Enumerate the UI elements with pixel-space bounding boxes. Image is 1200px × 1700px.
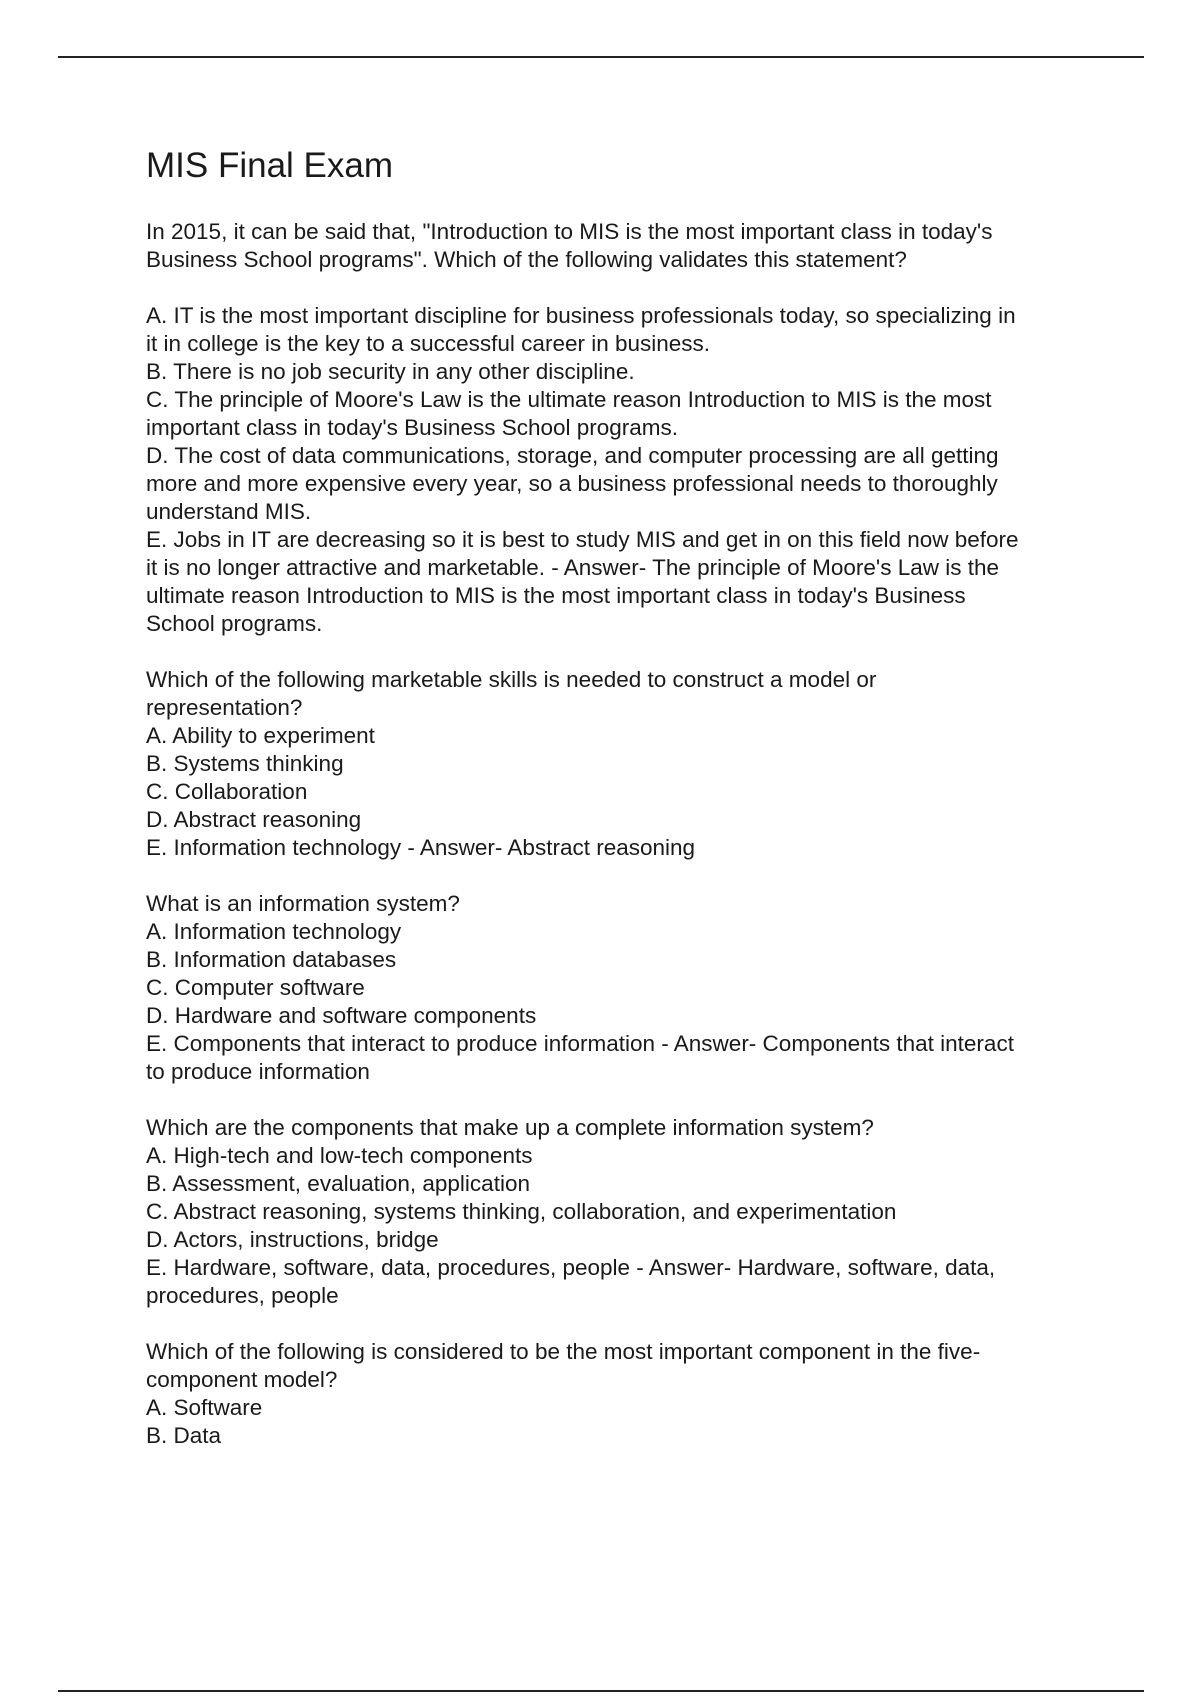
option-line: D. Abstract reasoning	[146, 807, 362, 832]
prompt-line: component model?	[146, 1367, 338, 1392]
question-2	[146, 666, 1106, 862]
question-prompt	[146, 890, 1106, 918]
option-line: A. High-tech and low-tech components	[146, 1143, 533, 1168]
option-line: C. Computer software	[146, 975, 365, 1000]
option-line: C. The principle of Moore's Law is the ultimate reason Introduction to MIS is the most	[146, 387, 992, 412]
bottom-rule	[58, 1690, 1144, 1692]
document-body	[146, 140, 1106, 1478]
option-line: to produce information	[146, 1059, 370, 1084]
prompt-line: In 2015, it can be said that, "Introduction to MIS is the most important class in today's	[146, 219, 993, 244]
option-line: A. IT is the most important discipline for business professionals today, so specializing in	[146, 303, 1016, 328]
option-line: A. Software	[146, 1395, 263, 1420]
option-line: C. Abstract reasoning, systems thinking, collaboration, and experimentation	[146, 1199, 897, 1224]
option-line: A. Ability to experiment	[146, 723, 375, 748]
question-prompt	[146, 218, 1106, 274]
question-options	[146, 918, 1106, 1086]
option-line: E. Hardware, software, data, procedures, people - Answer- Hardware, software, data,	[146, 1255, 996, 1280]
option-line: B. Assessment, evaluation, application	[146, 1171, 530, 1196]
top-rule	[58, 56, 1144, 58]
option-line: important class in today's Business School programs.	[146, 415, 679, 440]
option-line: E. Components that interact to produce information - Answer- Components that interact	[146, 1031, 1014, 1056]
option-line: it is no longer attractive and marketable. - Answer- The principle of Moore's Law is the	[146, 555, 1000, 580]
option-line: ultimate reason Introduction to MIS is the most important class in today's Business	[146, 583, 966, 608]
option-line: B. There is no job security in any other discipline.	[146, 359, 635, 384]
question-5	[146, 1338, 1106, 1450]
prompt-line: Business School programs". Which of the following validates this statement?	[146, 247, 907, 272]
prompt-line: Which are the components that make up a complete information system?	[146, 1115, 874, 1140]
option-line: A. Information technology	[146, 919, 402, 944]
option-line: B. Systems thinking	[146, 751, 344, 776]
option-line: E. Information technology - Answer- Abstract reasoning	[146, 835, 696, 860]
option-line: School programs.	[146, 611, 323, 636]
option-line: C. Collaboration	[146, 779, 308, 804]
question-1	[146, 218, 1106, 638]
question-options	[146, 1394, 1106, 1450]
prompt-line: What is an information system?	[146, 891, 460, 916]
question-prompt	[146, 1114, 1106, 1142]
option-line: D. Hardware and software components	[146, 1003, 537, 1028]
prompt-line: Which of the following is considered to be the most important component in the five-	[146, 1339, 981, 1364]
question-prompt	[146, 666, 1106, 722]
question-prompt	[146, 1338, 1106, 1394]
option-line: understand MIS.	[146, 499, 312, 524]
option-line: E. Jobs in IT are decreasing so it is best to study MIS and get in on this field now before	[146, 527, 1019, 552]
option-line: B. Information databases	[146, 947, 397, 972]
prompt-line: Which of the following marketable skills is needed to construct a model or	[146, 667, 877, 692]
question-options	[146, 1142, 1106, 1310]
option-line: D. Actors, instructions, bridge	[146, 1227, 439, 1252]
question-3	[146, 890, 1106, 1086]
question-4	[146, 1114, 1106, 1310]
option-line: D. The cost of data communications, storage, and computer processing are all getting	[146, 443, 999, 468]
question-options	[146, 722, 1106, 862]
page-title: MIS Final Exam	[146, 146, 393, 185]
option-line: it in college is the key to a successful career in business.	[146, 331, 711, 356]
option-line: procedures, people	[146, 1283, 339, 1308]
question-options	[146, 302, 1106, 638]
option-line: more and more expensive every year, so a business professional needs to thoroughly	[146, 471, 998, 496]
option-line: B. Data	[146, 1423, 222, 1448]
prompt-line: representation?	[146, 695, 303, 720]
